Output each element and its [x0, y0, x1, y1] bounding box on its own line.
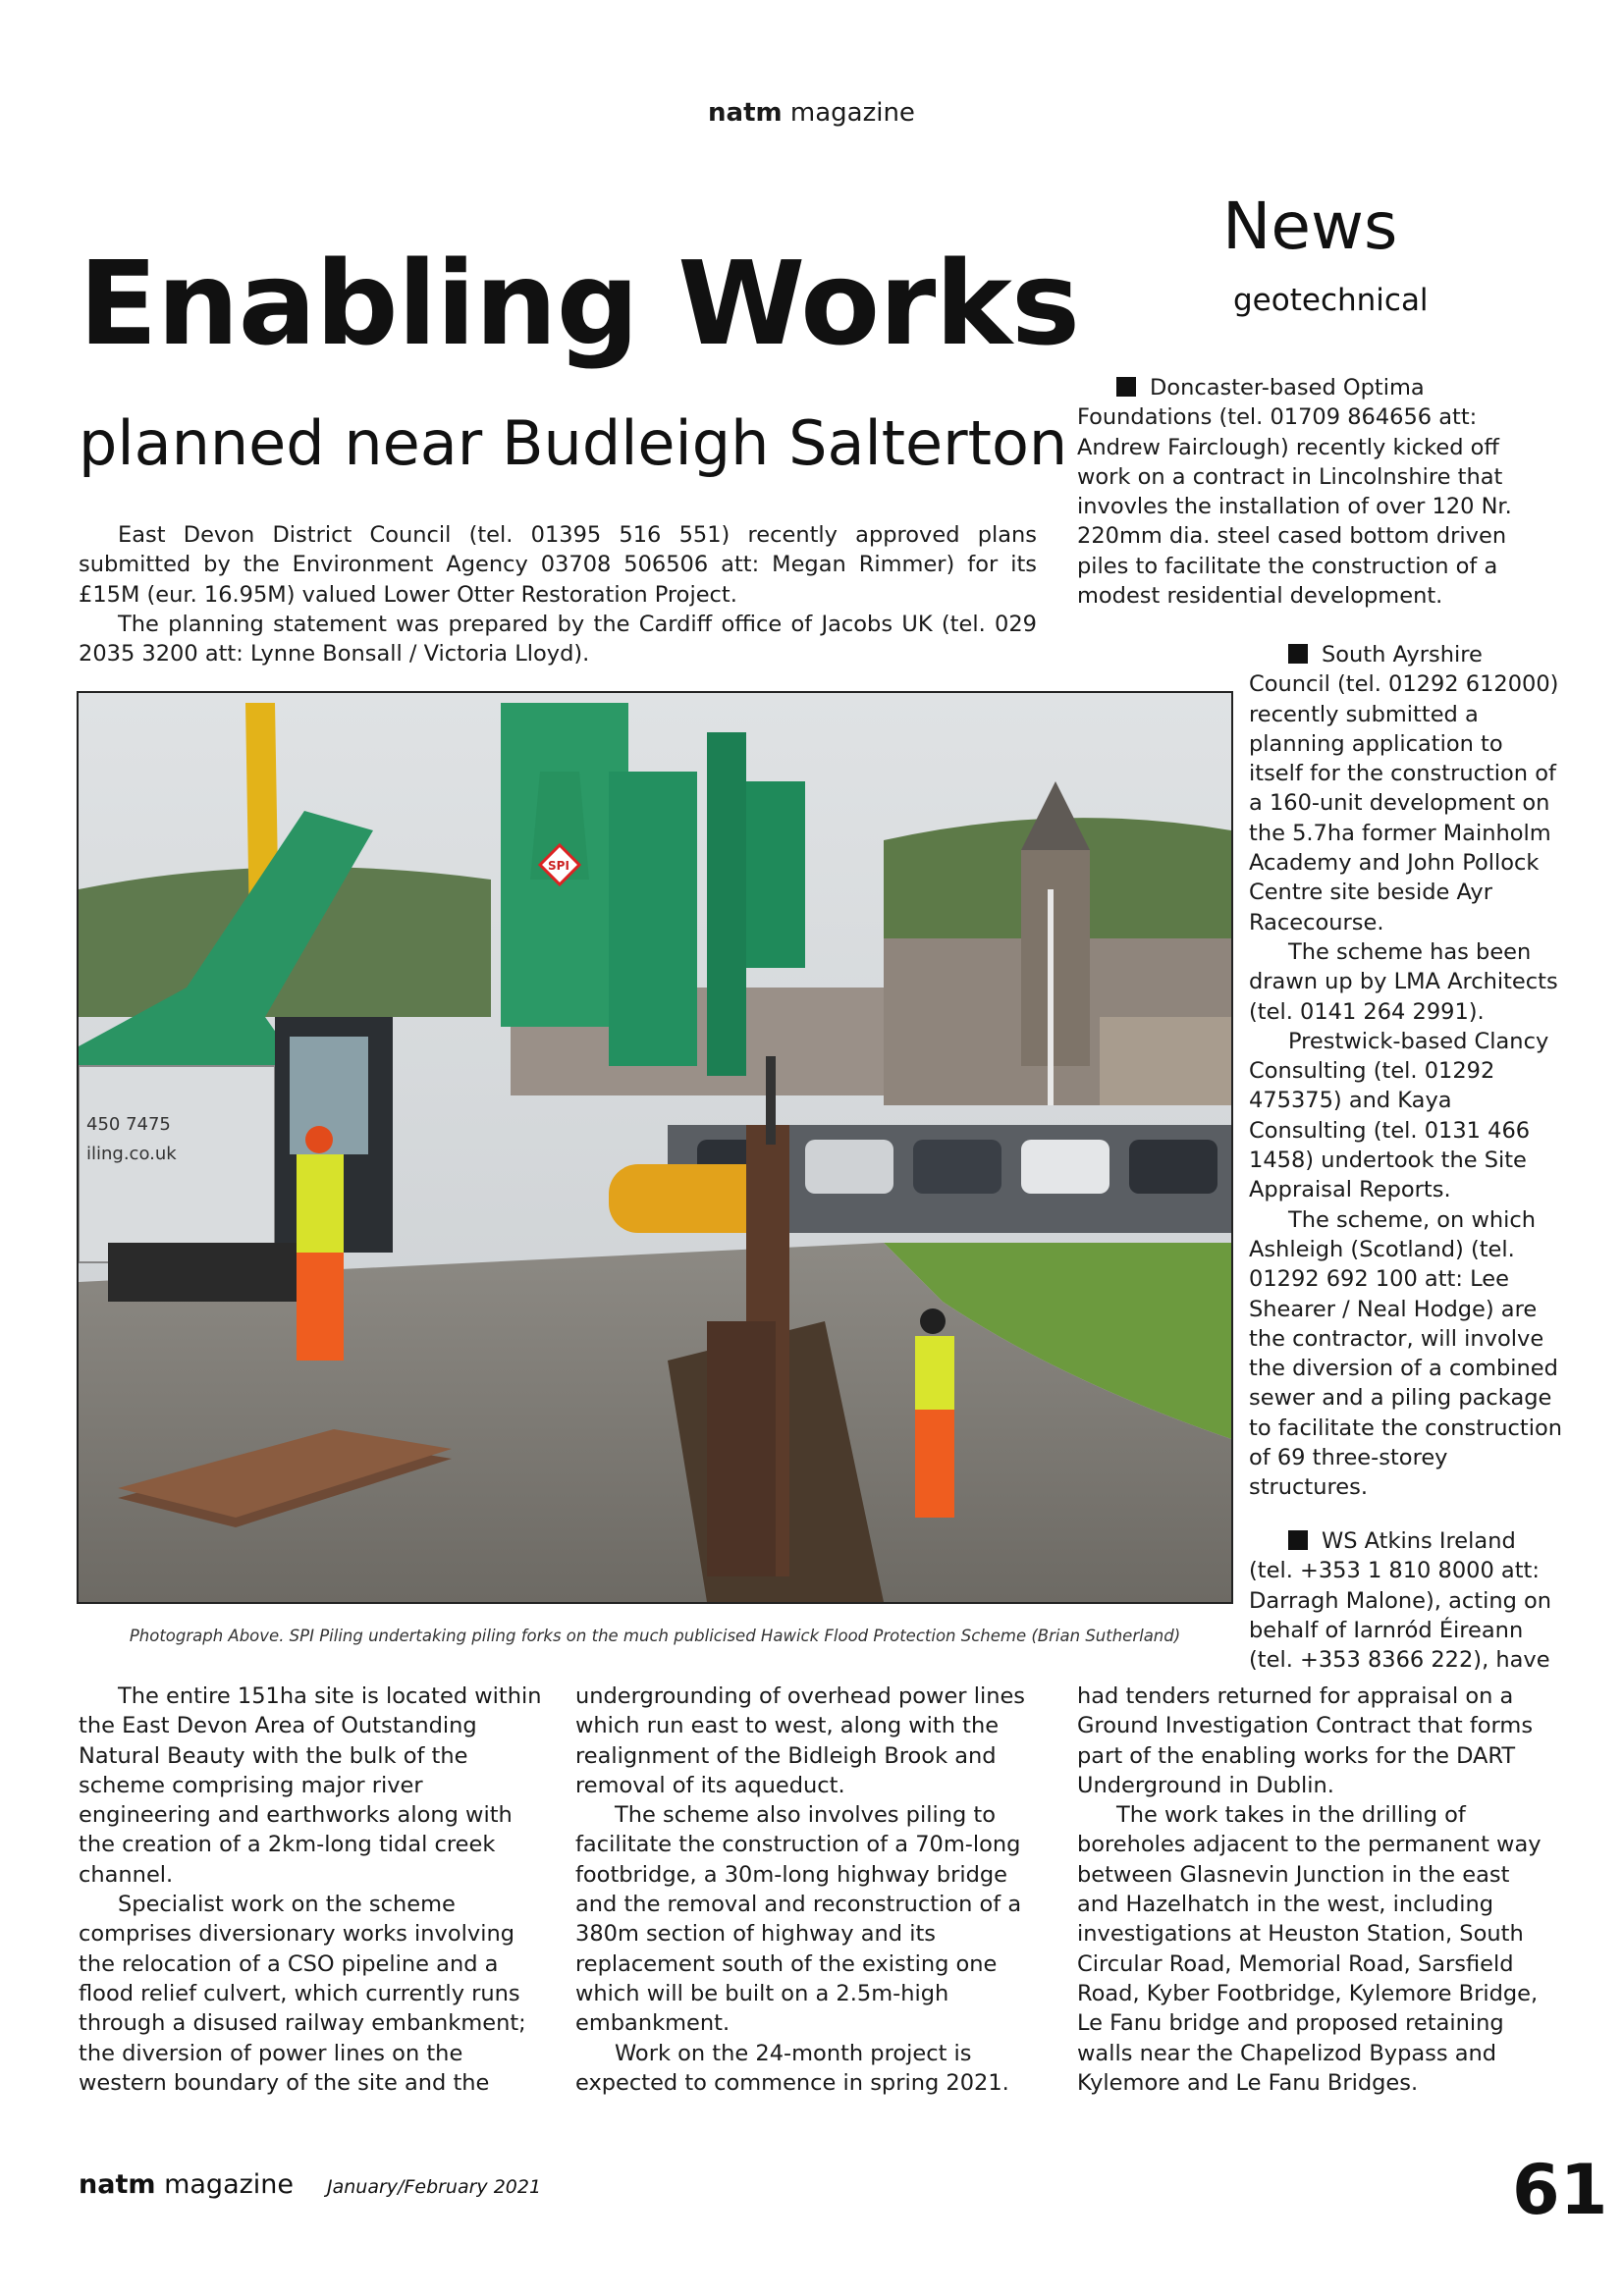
news-subtitle: geotechnical	[1233, 283, 1429, 318]
photo-sign-phone: 450 7475	[86, 1114, 171, 1135]
news-item-ws-atkins	[1249, 1526, 1563, 1675]
news-item-2-p1: South Ayrshire Council (tel. 01292 612000) recently submitted a planning application to itself for the construction of a 160-unit development on the 5.7ha former Mainholm Academy and John Pollock Centre site beside Ayr Racecourse.	[1249, 642, 1559, 935]
col2-paragraph-3: Work on the 24-month project is expected to commence in spring 2021.	[575, 2040, 1009, 2096]
news-item-3-a: WS Atkins Ireland (tel. +353 1 810 8000 att: Darragh Malone), acting on behalf of Iarnród Éireann (tel. +353 8366 222), have	[1249, 1528, 1552, 1674]
news-item-south-ayrshire	[1249, 640, 1563, 1503]
photo-piling-site	[77, 691, 1233, 1604]
masthead	[0, 98, 1623, 128]
article-subhead: planned near Budleigh Salterton	[79, 407, 1068, 479]
article-column-1	[79, 1682, 550, 2098]
photo-illustration	[79, 693, 1231, 1602]
bullet-square-icon	[1288, 644, 1308, 664]
photo-sign-web: iling.co.uk	[86, 1144, 177, 1164]
footer	[79, 2169, 541, 2200]
article-headline: Enabling Works	[79, 236, 1080, 371]
article-intro	[79, 520, 1037, 668]
masthead-brand: natm	[708, 98, 783, 128]
col1-paragraph-1: The entire 151ha site is located within the East Devon Area of Outstanding Natural Beauty with the bulk of the scheme comprising major river engineering and earthworks along with the creation of a 2km-long tidal creek channel.	[79, 1683, 542, 1888]
news-title: News	[1222, 188, 1398, 264]
news-item-2-p4: The scheme, on which Ashleigh (Scotland) (tel. 01292 692 100 att: Lee Shearer / Neal Hodge) are the contractor, will involve the diversion of a combined sewer and a piling package to facilitate the construction of 69 three-storey structures.	[1249, 1206, 1562, 1501]
news-item-3-c: The work takes in the drilling of boreholes adjacent to the permanent way between Glasnevin Junction in the east and Hazelhatch in the west, including investigations at Heuston Station, South Circular Road, Memorial Road, Sarsfield Road, Kyber Footbridge, Kylemore Bridge, Le Fanu bridge and proposed retaining walls near the Chapelizod Bypass and Kylemore and Le Fanu Bridges.	[1077, 1802, 1542, 2096]
news-item-2-p2: The scheme has been drawn up by LMA Architects (tel. 0141 264 2991).	[1249, 938, 1558, 1025]
footer-date: January/February 2021	[327, 2176, 542, 2198]
photo-caption: Photograph Above. SPI Piling undertaking piling forks on the much publicised Hawick Flood Protection Scheme (Brian Sutherland)	[129, 1627, 1181, 1645]
news-item-2-p3: Prestwick-based Clancy Consulting (tel. 01292 475375) and Kaya Consulting (tel. 0131 466 1458) undertook the Site Appraisal Reports.	[1249, 1028, 1549, 1203]
intro-paragraph-2: The planning statement was prepared by the Cardiff office of Jacobs UK (tel. 029 2035 3200 att: Lynne Bonsall / Victoria Lloyd).	[79, 611, 1037, 667]
col2-paragraph-2: The scheme also involves piling to facilitate the construction of a 70m-long footbridge, a 30m-long highway bridge and the removal and reconstruction of a 380m section of highway and its replacement south of the existing one which will be built on a 2.5m-high embankment.	[575, 1802, 1022, 2037]
photo-badge-text: SPI	[548, 859, 569, 873]
page-number: 61	[1512, 2150, 1608, 2230]
article-column-2	[575, 1682, 1037, 2098]
intro-paragraph-1: East Devon District Council (tel. 01395 516 551) recently approved plans submitted by the Environment Agency 03708 506506 att: Megan Rimmer) for its £15M (eur. 16.95M) valued Lower Otter Restoration Project.	[79, 522, 1037, 608]
col2-paragraph-1: undergrounding of overhead power lines which run east to west, along with the realignment of the Bidleigh Brook and removal of its aqueduct.	[575, 1683, 1026, 1798]
bullet-square-icon	[1288, 1530, 1308, 1550]
masthead-title: magazine	[789, 98, 915, 128]
bullet-square-icon	[1116, 377, 1136, 397]
news-item-optima	[1077, 373, 1548, 611]
news-item-ws-atkins-continued	[1077, 1682, 1548, 2098]
footer-title: magazine	[164, 2169, 295, 2200]
col1-paragraph-2: Specialist work on the scheme comprises diversionary works involving the relocation of a CSO pipeline and a flood relief culvert, which currently runs through a disused railway embankment; the diversion of power lines on the western boundary of the site and the	[79, 1892, 526, 2096]
news-item-1-text: Doncaster-based Optima Foundations (tel. 01709 864656 att: Andrew Fairclough) recently kicked off work on a contract in Lincolnshire that invovles the installation of over 120 Nr. 220mm dia. steel cased bottom driven piles to facilitate the construction of a modest residential development.	[1077, 375, 1512, 610]
footer-brand: natm	[79, 2169, 156, 2200]
news-item-3-b: had tenders returned for appraisal on a Ground Investigation Contract that forms part of the enabling works for the DART Underground in Dublin.	[1077, 1683, 1534, 1798]
